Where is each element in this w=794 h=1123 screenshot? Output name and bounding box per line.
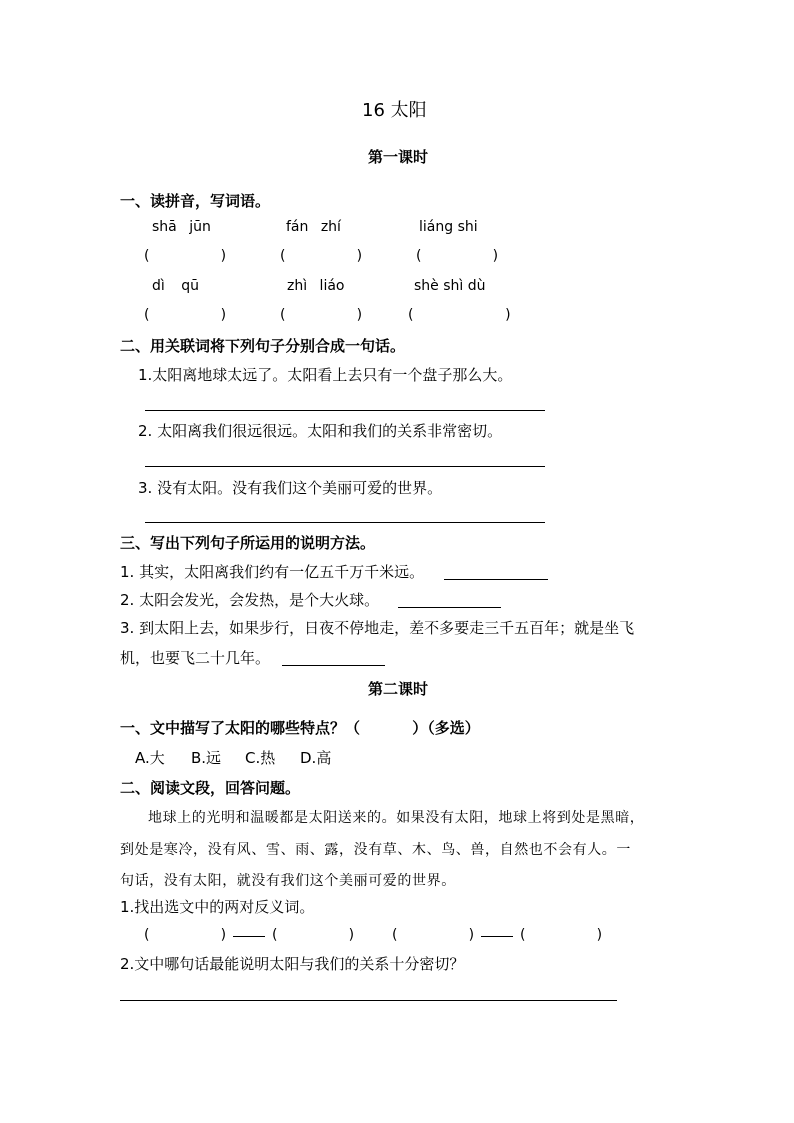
l2-q2-heading: 二、阅读文段，回答问题。 — [120, 779, 301, 797]
answer-paren-2[interactable]: ( ) — [280, 248, 363, 264]
pinyin-4: dì qū — [152, 278, 199, 294]
l1-q2-heading: 二、用关联词将下列句子分别合成一句话。 — [120, 337, 406, 355]
answer-paren-1[interactable]: ( ) — [144, 248, 227, 264]
pinyin-5: zhì liáo — [287, 278, 345, 294]
l1-q3-heading: 三、写出下列句子所运用的说明方法。 — [120, 534, 376, 552]
pinyin-2: fán zhí — [286, 219, 341, 235]
passage-line-2: 到处是寒冷，没有风、雪、雨、露，没有草、木、鸟、兽，自然也不会有人。一 — [120, 842, 631, 858]
option-d[interactable]: D.高 — [300, 749, 332, 767]
l1-q2-item-2: 2. 太阳离我们很远很远。太阳和我们的关系非常密切。 — [138, 422, 503, 440]
answer-paren-6[interactable]: ( ) — [408, 307, 512, 323]
l2-q2-sub1: 1.找出选文中的两对反义词。 — [120, 898, 315, 916]
pinyin-1: shā jūn — [152, 219, 211, 235]
antonym-paren-2[interactable]: ( ) — [272, 927, 355, 943]
l1-q3-item-3b: 机，也要飞二十几年。 — [120, 649, 271, 667]
answer-blank-1[interactable] — [444, 579, 548, 580]
option-c[interactable]: C.热 — [245, 749, 276, 767]
pinyin-6: shè shì dù — [414, 278, 486, 294]
l1-q3-item-3a: 3. 到太阳上去，如果步行，日夜不停地走，差不多要走三千五百年；就是坐飞 — [120, 619, 635, 637]
l1-q3-item-1: 1. 其实，太阳离我们约有一亿五千万千米远。 — [120, 563, 425, 581]
antonym-paren-1[interactable]: ( ) — [144, 927, 227, 943]
antonym-paren-4[interactable]: ( ) — [520, 927, 603, 943]
l1-q1-heading: 一、读拼音，写词语。 — [120, 192, 271, 210]
l1-q3-item-2: 2. 太阳会发光，会发热，是个大火球。 — [120, 591, 380, 609]
answer-blank-3[interactable] — [282, 665, 385, 666]
option-b[interactable]: B.远 — [191, 749, 222, 767]
lesson1-heading: 第一课时 — [368, 148, 429, 166]
passage-line-1: 地球上的光明和温暖都是太阳送来的。如果没有太阳，地球上将到处是黑暗， — [148, 810, 645, 826]
passage-line-3: 句话，没有太阳，就没有我们这个美丽可爱的世界。 — [120, 873, 456, 889]
page-title: 16 太阳 — [362, 100, 427, 121]
answer-line-1[interactable] — [145, 410, 545, 411]
antonym-dash-2 — [481, 936, 513, 937]
option-a[interactable]: A.大 — [135, 749, 165, 767]
l1-q2-item-1: 1.太阳离地球太远了。太阳看上去只有一个盘子那么大。 — [138, 366, 513, 384]
answer-line-3[interactable] — [145, 522, 545, 523]
antonym-dash-1 — [233, 936, 265, 937]
lesson2-heading: 第二课时 — [368, 680, 429, 698]
l1-q2-item-3: 3. 没有太阳。没有我们这个美丽可爱的世界。 — [138, 479, 443, 497]
pinyin-3: liáng shi — [419, 219, 478, 235]
answer-paren-4[interactable]: ( ) — [144, 307, 227, 323]
answer-blank-2[interactable] — [398, 607, 501, 608]
answer-paren-5[interactable]: ( ) — [280, 307, 363, 323]
answer-paren-3[interactable]: ( ) — [416, 248, 499, 264]
answer-line-final[interactable] — [120, 1000, 617, 1001]
antonym-paren-3[interactable]: ( ) — [392, 927, 475, 943]
l2-q1-heading: 一、文中描写了太阳的哪些特点？（ ）（多选） — [120, 719, 480, 737]
answer-line-2[interactable] — [145, 466, 545, 467]
l2-q2-sub2: 2.文中哪句话最能说明太阳与我们的关系十分密切？ — [120, 955, 465, 973]
